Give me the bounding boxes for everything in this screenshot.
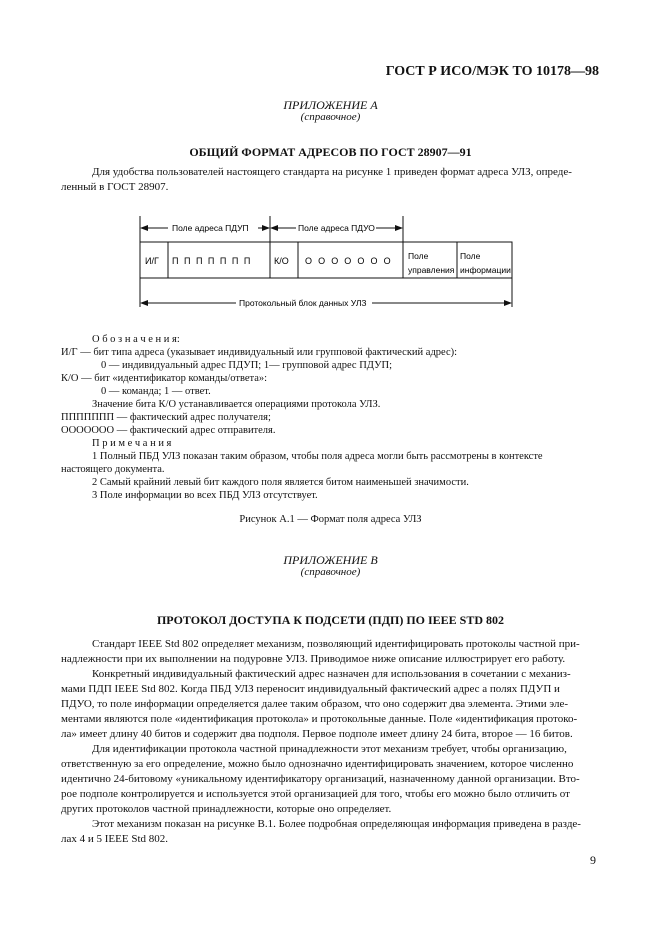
remark-2: 2 Самый крайний левый бит каждого поля является битом наименьшей значимости. [92,477,469,488]
appendix-a-label: ПРИЛОЖЕНИЕ А [283,98,378,112]
paragraph-line: ответственную за его определение, можно было однозначно идентифицировать значением, которое численно [61,758,574,770]
designations-heading: О б о з н а ч е н и я: [92,334,180,345]
cell-ig: И/Г [145,256,159,266]
designation-line: Значение бита К/О устанавливается операциями протокола УЛЗ. [92,399,381,410]
designation-line: ППППППП — фактический адрес получателя; [61,412,271,423]
appendix-b-label: ПРИЛОЖЕНИЕ В [283,553,378,567]
cell-info-line1: Поле [460,251,481,261]
paragraph-line: рое подполе контролируется и используется этой организацией для того, чтобы его можно было отличить от [61,788,570,800]
appendix-b-title: ПРОТОКОЛ ДОСТУПА К ПОДСЕТИ (ПДП) ПО IEEE STD 802 [156,613,505,627]
remark-3: 3 Поле информации во всех ПБД УЛЗ отсутствует. [92,490,318,501]
paragraph-line: лах 4 и 5 IEEE Std 802. [61,833,169,845]
paragraph-line: Конкретный индивидуальный фактический адрес назначен для использования в сочетании с механиз- [92,668,571,680]
appendix-a-sub: (справочное) [300,111,361,123]
paragraph-line: ла» имеет длину 40 битов и содержит два подполя. Первое подполе имеет длину 24 бита, второе — 16 битов. [61,728,573,740]
appendix-a-title: ОБЩИЙ ФОРМАТ АДРЕСОВ ПО ГОСТ 28907—91 [189,145,472,159]
paragraph-line: идентично 24-битовому «уникальному идентификатору организаций, назначенному данной организации. Вто- [61,773,580,785]
pdu-label: Протокольный блок данных УЛЗ [239,298,367,308]
page-number: 9 [590,853,596,867]
paragraph-line: Для идентификации протокола частной принадлежности этот механизм требует, чтобы организацию, [92,743,567,755]
remark-1-line2: настоящего документа. [61,464,165,475]
designation-line: И/Г — бит типа адреса (указывает индивидуальный или групповой фактический адрес): [61,347,458,358]
paragraph-line: мами ПДП IEEE Std 802. Когда ПБД УЛЗ переносит индивидуальный фактический адрес а полях ПДУП и [61,683,560,695]
remark-1-line1: 1 Полный ПБД УЛЗ показан таким образом, чтобы поля адреса могли быть рассмотрены в контексте [92,451,543,462]
document-header: ГОСТ Р ИСО/МЭК ТО 10178—98 [385,64,599,79]
appendix-b-sub: (справочное) [300,566,361,578]
cell-info-line2: информации [460,265,511,275]
figure-caption: Рисунок А.1 — Формат поля адреса УЛЗ [239,514,422,525]
cell-control-line1: Поле [408,251,429,261]
designation-line: 0 — индивидуальный адрес ПДУП; 1— групповой адрес ПДУП; [101,360,393,371]
cell-ko: К/О [274,256,289,266]
paragraph-line: надлежности при их выполнении на подуровне УЛЗ. Приводимое ниже описание иллюстрирует его работу. [61,653,566,665]
cell-control-line2: управления [408,265,455,275]
paragraph-line: ПДУО, то поле информации определяется далее таким образом, что оно содержит два элемента. Этими эле- [61,698,568,710]
pduo-field-label: Поле адреса ПДУО [298,223,375,233]
designation-line: К/О — бит «идентификатор команды/ответа»: [61,373,268,384]
pdup-field-label: Поле адреса ПДУП [172,223,249,233]
paragraph-line: ментами являются поле «идентификация протокола» и протокольные данные. Поле «идентификация протоко- [61,713,578,725]
paragraph-line: Стандарт IEEE Std 802 определяет механизм, позволяющий идентифицировать протоколы частной при- [92,638,580,650]
appendix-a-intro-line2: ленный в ГОСТ 28907. [61,181,169,193]
designation-line: ООООООО — фактический адрес отправителя. [61,425,276,436]
appendix-a-intro-line1: Для удобства пользователей настоящего стандарта на рисунке 1 приведен формат адреса УЛЗ, опреде- [92,166,572,178]
cell-p-bits: П П П П П П П [172,256,252,266]
paragraph-line: других протоколов частной принадлежности, которые оно определяет. [61,803,392,815]
remarks-heading: П р и м е ч а н и я [92,438,172,449]
designation-line: 0 — команда; 1 — ответ. [101,386,211,397]
paragraph-line: Этот механизм показан на рисунке В.1. Более подробная определяющая информация приведена в разде- [92,818,581,830]
cell-o-bits: О О О О О О О [305,256,393,266]
